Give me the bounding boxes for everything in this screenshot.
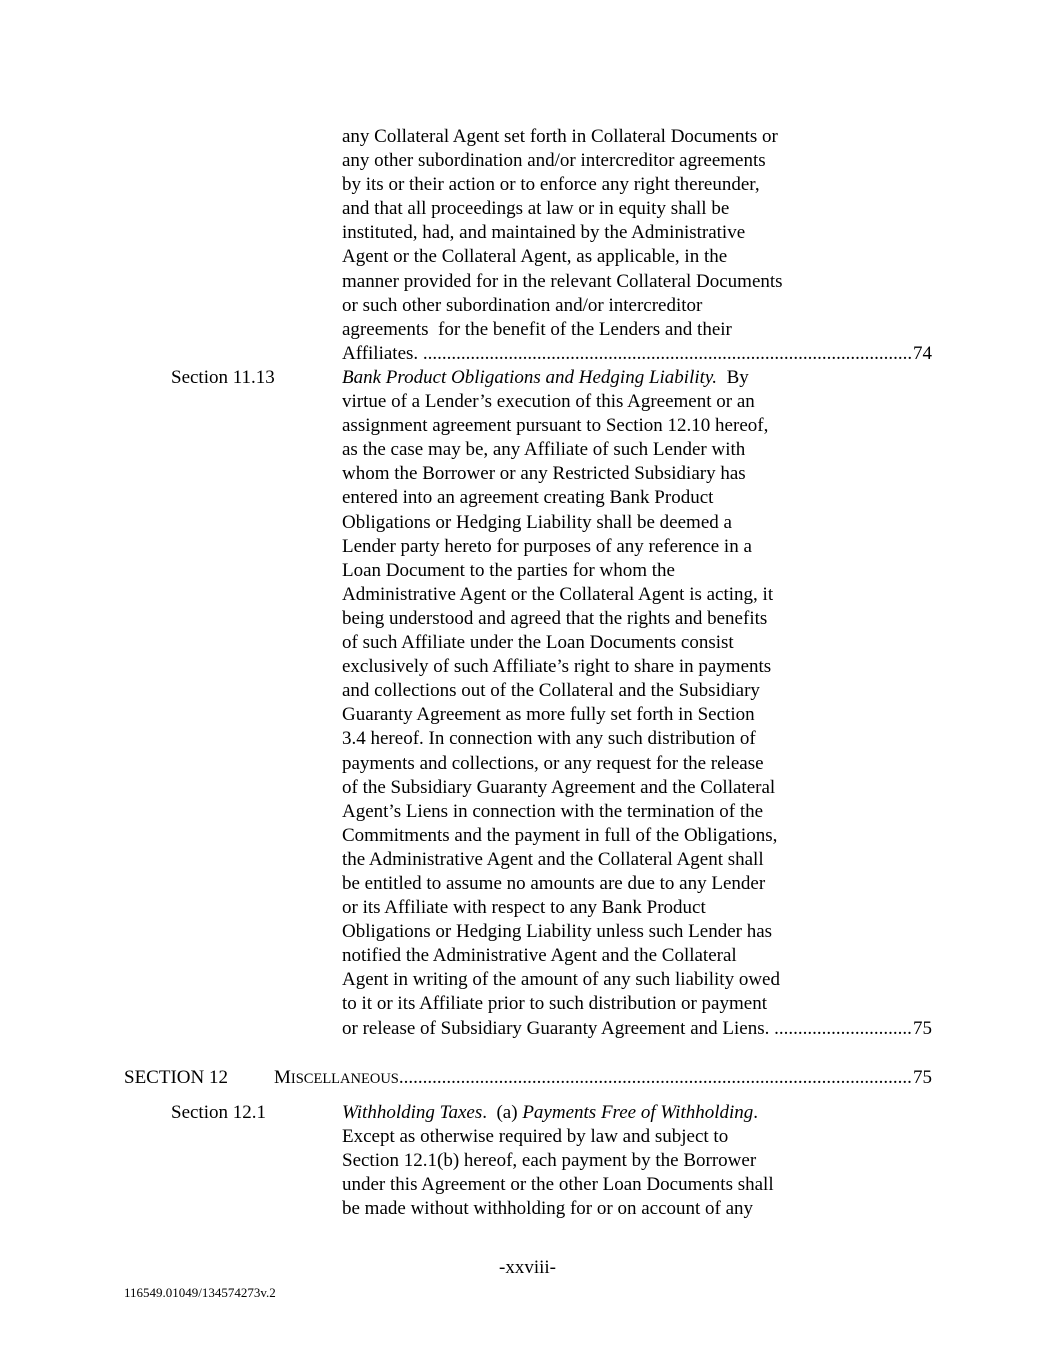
section-title: Withholding Taxes: [342, 1102, 483, 1123]
text-fragment: By: [717, 367, 749, 388]
section-11-13-entry: [342, 366, 932, 1041]
text-line: or its Affiliate with respect to any Bank Product: [342, 897, 706, 919]
text-line: Obligations or Hedging Liability unless such Lender has: [342, 921, 773, 943]
page-reference: 75: [913, 1017, 932, 1039]
text-line: of such Affiliate under the Loan Documents consist: [342, 632, 734, 654]
section-number: SECTION 12: [124, 1067, 228, 1088]
text-line: manner provided for in the relevant Collateral Documents: [342, 270, 783, 292]
text-line: any Collateral Agent set forth in Collateral Documents or: [342, 126, 778, 147]
text-line: Obligations or Hedging Liability shall be deemed a: [342, 511, 732, 533]
text-line: or such other subordination and/or intercreditor: [342, 294, 703, 316]
section-label: Section 12.1: [171, 1102, 266, 1123]
page-number: -xxviii-: [499, 1257, 556, 1278]
section-12-heading: [124, 1066, 932, 1091]
text-line: agreements for the benefit of the Lenders and their: [342, 318, 732, 340]
text-line: whom the Borrower or any Restricted Subsidiary has: [342, 463, 746, 485]
text-line: Affiliates.: [342, 342, 423, 364]
toc-leader-line: [342, 342, 932, 366]
title-rest: ISCELLANEOUS: [290, 1071, 399, 1087]
page-reference: 74: [913, 342, 932, 364]
continuation-paragraph: [342, 125, 932, 366]
text-line: instituted, had, and maintained by the Administrative: [342, 222, 746, 244]
text-line: or release of Subsidiary Guaranty Agreement and Liens.: [342, 1017, 775, 1039]
document-id: 116549.01049/134574273v.2: [124, 1285, 276, 1300]
text-line: 3.4 hereof. In connection with any such distribution of: [342, 728, 756, 750]
text-line: as the case may be, any Affiliate of such Lender with: [342, 439, 746, 461]
text-line: by its or their action or to enforce any right thereunder,: [342, 174, 760, 196]
text-line: Agent or the Collateral Agent, as applicable, in the: [342, 246, 728, 268]
section-title: Bank Product Obligations and Hedging Liability.: [342, 367, 718, 388]
section-subtitle: Payments Free of Withholding: [522, 1102, 754, 1123]
dot-leader: [423, 342, 913, 366]
text-line: [342, 1101, 932, 1125]
text-line: and collections out of the Collateral and the Subsidiary: [342, 680, 760, 702]
text-line: [342, 366, 932, 390]
text-line: Commitments and the payment in full of the Obligations,: [342, 824, 778, 846]
text-line: virtue of a Lender’s execution of this Agreement or an: [342, 391, 755, 413]
toc-leader-line: [342, 1017, 932, 1041]
text-line: Agent’s Liens in connection with the termination of the: [342, 800, 764, 822]
dot-leader: [774, 1017, 913, 1041]
text-line: entered into an agreement creating Bank Product: [342, 487, 714, 509]
section-12-1-entry: [342, 1101, 932, 1221]
page-reference: 75: [913, 1067, 932, 1088]
text-line: Administrative Agent or the Collateral Agent is acting, it: [342, 583, 774, 605]
text-line: notified the Administrative Agent and the Collateral: [342, 945, 737, 967]
text-line: Agent in writing of the amount of any such liability owed: [342, 969, 780, 991]
text-line: under this Agreement or the other Loan Documents shall: [342, 1174, 774, 1196]
text-line: to it or its Affiliate prior to such distribution or payment: [342, 993, 767, 1015]
text-line: being understood and agreed that the rights and benefits: [342, 607, 768, 629]
text-line: the Administrative Agent and the Collateral Agent shall: [342, 848, 764, 870]
text-line: of the Subsidiary Guaranty Agreement and the Collateral: [342, 776, 776, 798]
text-fragment: . (a): [482, 1102, 523, 1123]
text-line: any other subordination and/or intercreditor agreements: [342, 150, 766, 172]
title-initial: M: [274, 1067, 291, 1088]
text-line: be entitled to assume no amounts are due to any Lender: [342, 872, 766, 894]
text-line: Section 12.1(b) hereof, each payment by the Borrower: [342, 1150, 757, 1172]
text-line: assignment agreement pursuant to Section 12.10 hereof,: [342, 415, 769, 437]
text-line: and that all proceedings at law or in equity shall be: [342, 198, 730, 220]
text-line: be made without withholding for or on account of any: [342, 1198, 754, 1220]
text-line: Lender party hereto for purposes of any reference in a: [342, 535, 752, 557]
section-label: Section 11.13: [171, 367, 275, 388]
text-line: Loan Document to the parties for whom the: [342, 559, 675, 581]
text-line: payments and collections, or any request for the release: [342, 752, 764, 774]
text-fragment: .: [753, 1102, 759, 1123]
text-line: exclusively of such Affiliate’s right to share in payments: [342, 656, 772, 678]
text-line: Guaranty Agreement as more fully set forth in Section: [342, 704, 755, 726]
dot-leader: [399, 1066, 913, 1090]
section-title: [274, 1066, 399, 1091]
text-line: Except as otherwise required by law and subject to: [342, 1126, 729, 1148]
